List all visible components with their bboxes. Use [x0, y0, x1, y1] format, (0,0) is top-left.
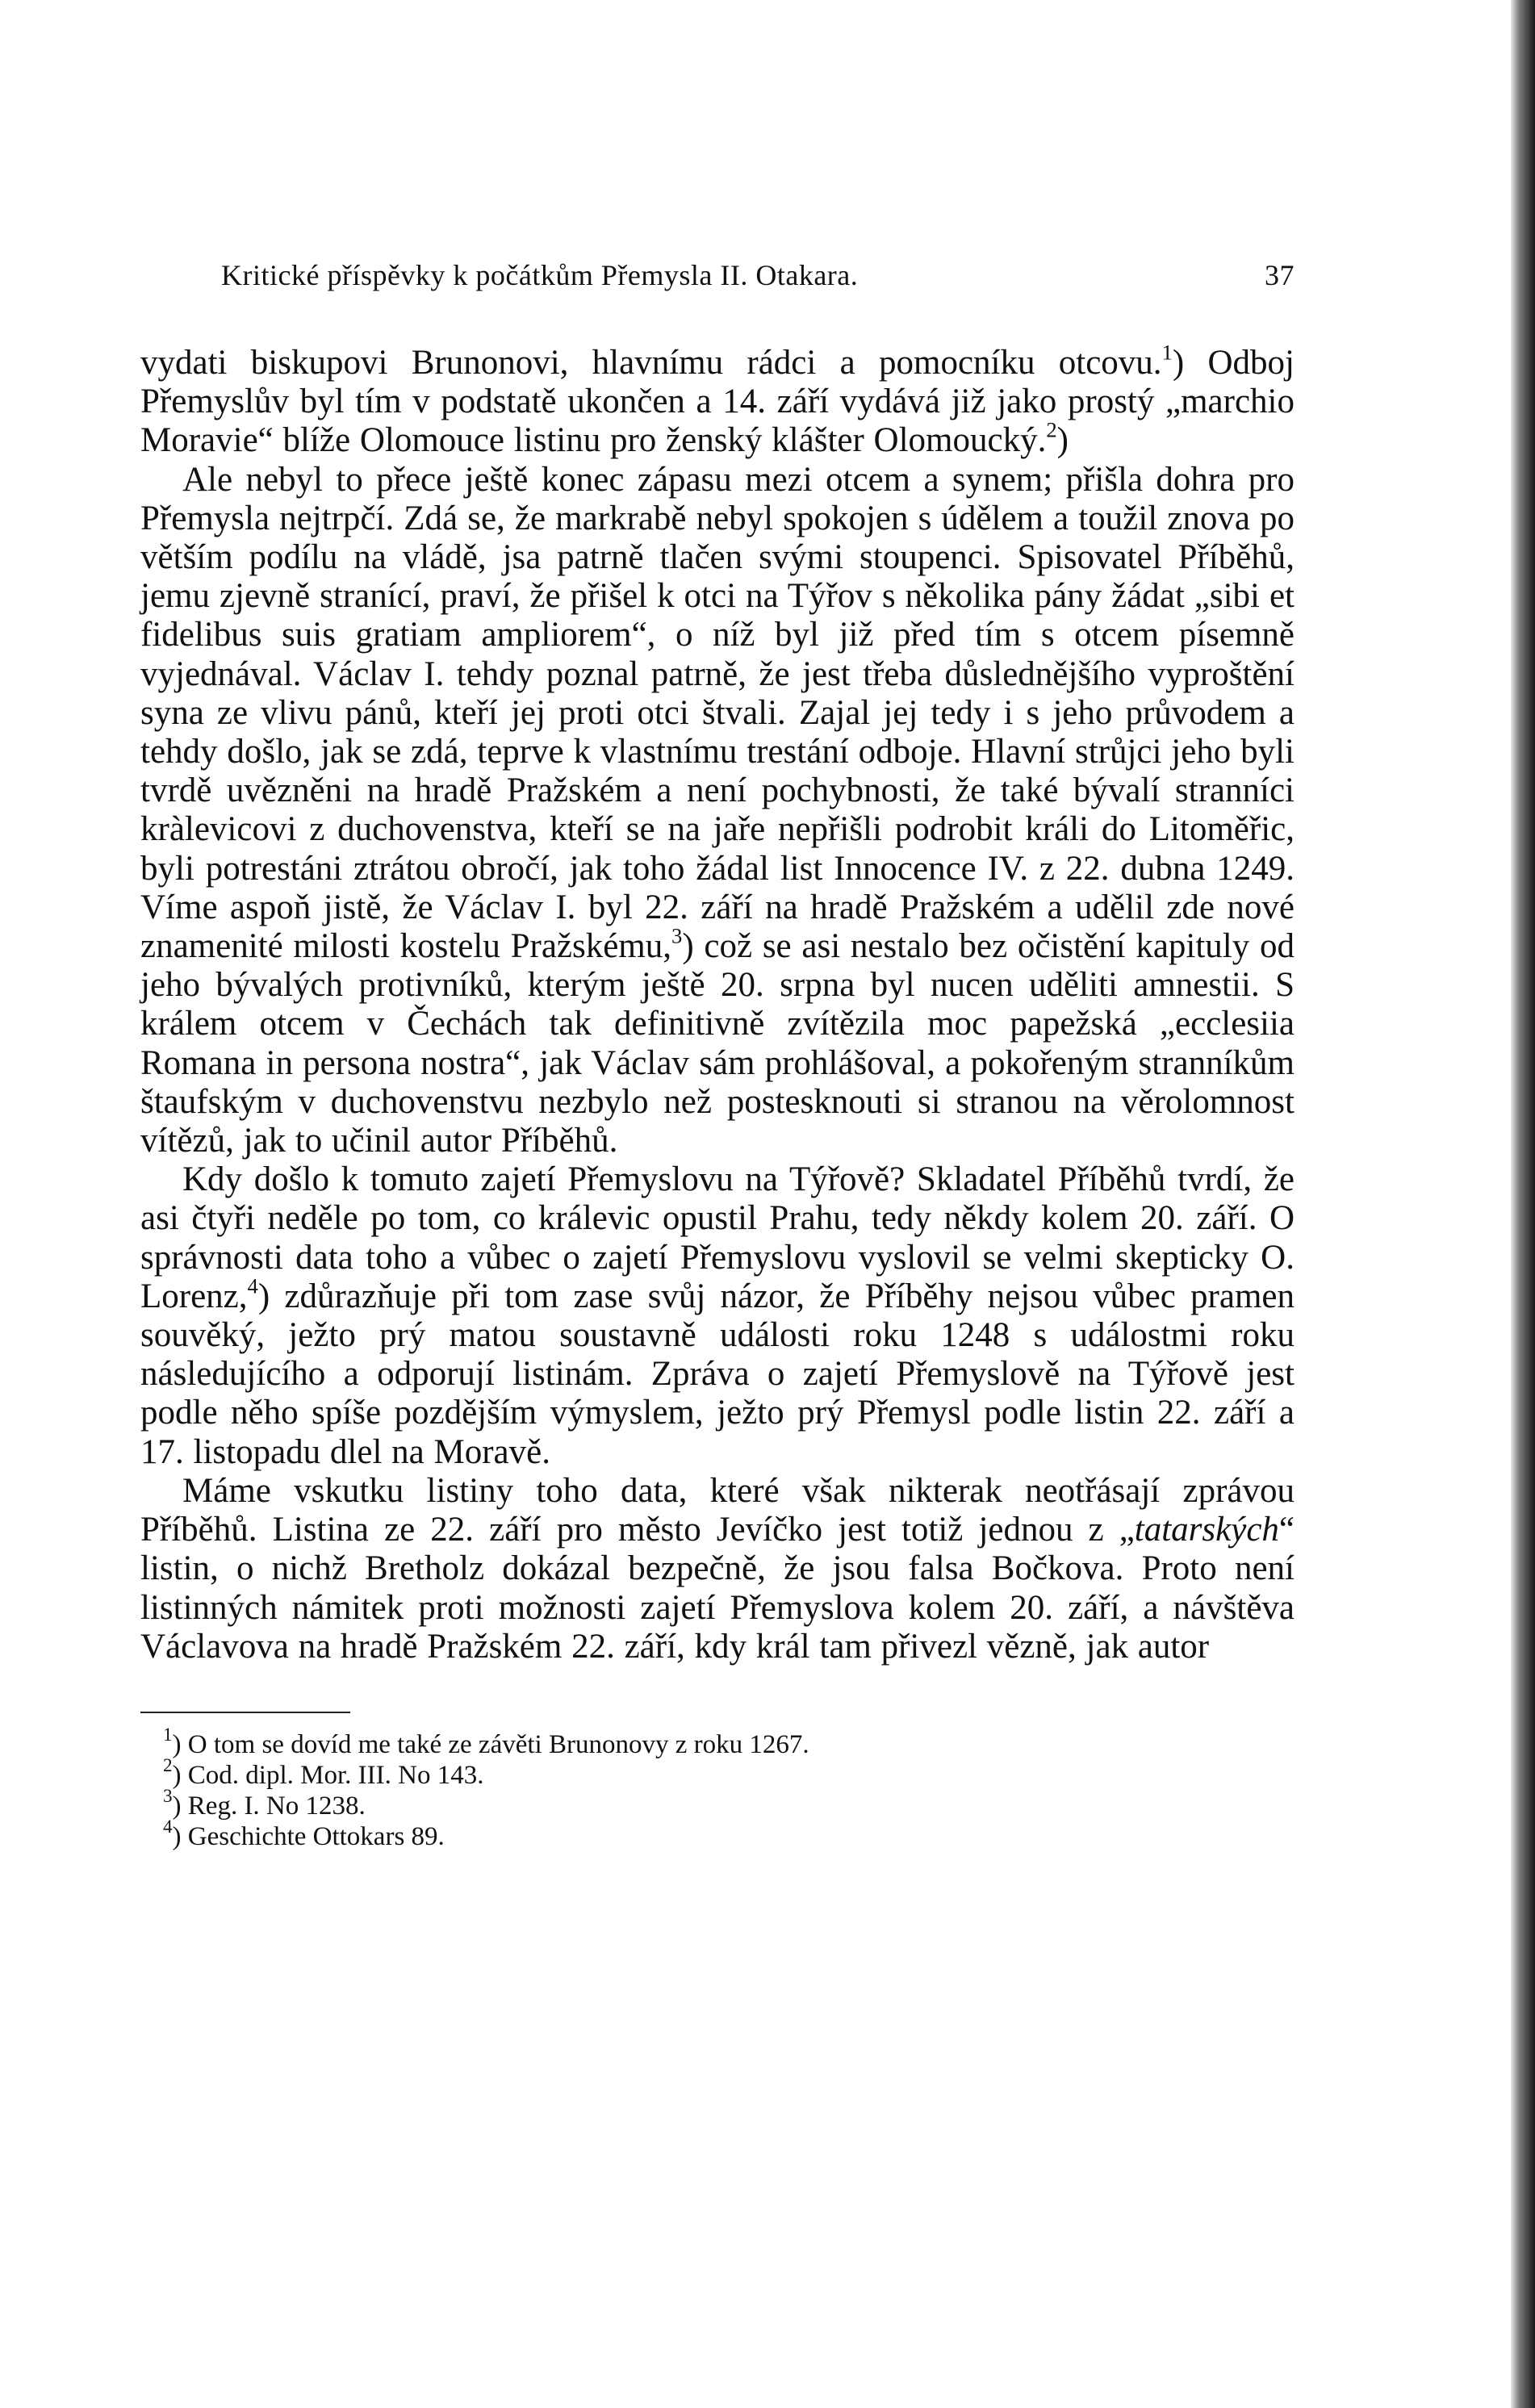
paragraph-text: vydati biskupovi Brunonovi, hlavnímu rádci a pomocníku otcovu.	[140, 344, 1162, 382]
paragraph-text: ) Odboj Přemyslův byl tím v podstatě ukončen a 14. září vydává již jako prostý „marchio Moravie“ blíže Olomouce listinu pro ženský klášter Olomoucký.	[140, 344, 1295, 460]
scan-edge	[1511, 0, 1535, 2408]
footnote	[140, 1784, 1295, 1821]
body-text	[140, 340, 1295, 1666]
footnote	[140, 1754, 1295, 1791]
paragraph	[140, 340, 1295, 461]
paragraph-text: ) což se asi nestalo bez očistění kapituly od jeho bývalých protivníků, kterým ještě 20. srpna byl nucen uděliti amnestii. S králem otcem v Čechách tak definitivně zvítězila moc papežská „ecclesiia Romana in persona nostra“, jak Václav sám prohlášoval, a pokořeným stranníkům štaufským v duchovenstvu nezbylo než postesknouti si stranou na věrolomnost vítězů, jak to učinil autor Příběhů.	[140, 927, 1295, 1160]
footnote-rule	[140, 1712, 350, 1713]
paragraph	[140, 1160, 1295, 1472]
footnote-mark: 3	[163, 1784, 173, 1806]
paragraph-text: “ listin, o nichž Bretholz dokázal bezpečně, že jsou falsa Bočkova. Proto není listinných námitek proti možnosti zajetí Přemyslova kolem 20. září, a návštěva Václavova na hradě Pražském 22. září, kdy král tam přivezl vězně, jak autor	[140, 1511, 1295, 1666]
footnote-text: ) Cod. dipl. Mor. III. No 143.	[172, 1760, 484, 1790]
paragraph-text: Kdy došlo k tomuto zajetí Přemyslovu na Týřově? Skladatel Příběhů tvrdí, že asi čtyři neděle po tom, co králevic opustil Prahu, tedy někdy kolem 20. září. O správnosti data toho a vůbec o zajetí Přemyslovu vyslovil se velmi skepticky O. Lorenz,	[140, 1160, 1295, 1315]
paragraph-text: Ale nebyl to přece ještě konec zápasu mezi otcem a synem; přišla dohra pro Přemysla nejtrpčí. Zdá se, že markrabě nebyl spokojen s údělem a toužil znova po větším podílu na vládě, jsa patrně tlačen svými stoupenci. Spisovatel Příběhů, jemu zjevně stranící, praví, že přišel k otci na Týřov s několika pány žádat „sibi et fidelibus suis gratiam ampliorem“, o níž byl již před tím s otcem písemně vyjednával. Václav I. tehdy poznal patrně, že jest třeba důslednějšího vyproštění syna ze vlivu pánů, kteří jej proti otci štvali. Zajal jej tedy i s jeho průvodem a tehdy došlo, jak se zdá, teprve k vlastnímu trestání odboje. Hlavní strůjci jeho byli tvrdě uvězněni na hradě Pražském a není pochybnosti, že také bývalí stranníci kràlevicovi z duchovenstva, kteří se na jaře nepřišli podrobit králi do Litoměřic, byli potrestáni ztrátou obročí, jak toho žádal list Innocence IV. z 22. dubna 1249. Víme aspoň jistě, že Václav I. byl 22. září na hradě Pražském a udělil zde nové znamenité milosti kostelu Pražskému,	[140, 460, 1295, 966]
footnote-mark: 4	[163, 1815, 173, 1837]
footnote-text: ) Reg. I. No 1238.	[172, 1791, 366, 1821]
footnote-text: ) Geschichte Ottokars 89.	[172, 1821, 445, 1851]
paragraph-text: Máme vskutku listiny toho data, které však nikterak neotřásají zprávou Příběhů. Listina ze 22. září pro město Jevíčko jest totiž jednou z „	[140, 1471, 1295, 1549]
footnote-ref: 2	[1046, 418, 1057, 443]
footnote	[140, 1815, 1295, 1852]
footnote-ref: 4	[247, 1273, 258, 1298]
page-number: 37	[1265, 259, 1295, 291]
footnotes	[140, 1723, 1295, 1852]
footnote-text: ) O tom se dovíd me také ze závěti Brunonovy z roku 1267.	[172, 1729, 809, 1759]
paragraph-text: )	[1056, 421, 1069, 460]
text-block	[140, 258, 1295, 1852]
footnote-mark: 1	[163, 1723, 173, 1745]
paragraph	[140, 461, 1295, 1161]
footnote	[140, 1723, 1295, 1760]
footnote-ref: 3	[671, 923, 683, 948]
running-head-title: Kritické příspěvky k počátkům Přemysla II. Otakara.	[221, 259, 859, 291]
paragraph-text: ) zdůrazňuje při tom zase svůj názor, že Příběhy nejsou vůbec pramen souvěký, ježto prý matou soustavně události roku 1248 s událostmi roku následujícího a odporují listinám. Zpráva o zajetí Přemyslově na Týřově jest podle něho spíše pozdějším výmyslem, ježto prý Přemysl podle listin 22. září a 17. listopadu dlel na Moravě.	[140, 1277, 1295, 1471]
paragraph	[140, 1472, 1295, 1666]
footnote-ref: 1	[1161, 340, 1173, 365]
running-head	[140, 258, 1295, 315]
footnote-mark: 2	[163, 1754, 173, 1775]
paragraph-text: tatarských	[1134, 1511, 1279, 1549]
